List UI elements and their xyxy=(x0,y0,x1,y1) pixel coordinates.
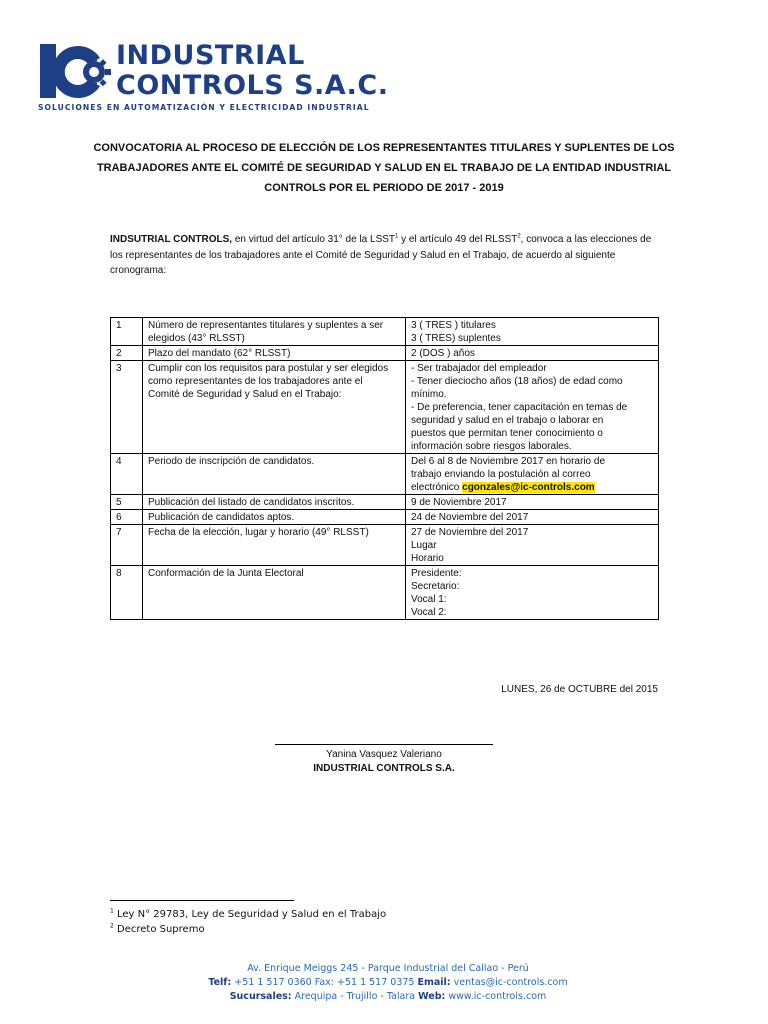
company-tagline: SOLUCIONES EN AUTOMATIZACIÓN Y ELECTRICIDAD INDUSTRIAL xyxy=(38,103,370,112)
schedule-detail-line: - Ser trabajador del empleador xyxy=(411,363,547,374)
schedule-detail-line: 24 de Noviembre del 2017 xyxy=(411,512,529,523)
title-line: CONTROLS POR EL PERIODO DE 2017 - 2019 xyxy=(264,182,504,194)
table-row xyxy=(111,318,659,346)
row-number: 1 xyxy=(111,318,143,346)
schedule-detail-line: 27 de Noviembre del 2017 xyxy=(411,527,529,538)
row-number: 2 xyxy=(111,346,143,361)
intro-text: y el artículo 49 del RLSST xyxy=(398,234,518,245)
footnote xyxy=(110,907,386,922)
table-row xyxy=(111,454,659,495)
footnote-text: Ley N° 29783, Ley de Seguridad y Salud en el Trabajo xyxy=(113,909,387,920)
footnote xyxy=(110,922,386,937)
footer-branch-list: Arequipa - Trujillo - Talara xyxy=(291,991,419,1002)
footer-label: Email: xyxy=(417,977,451,988)
footer-branches xyxy=(140,990,636,1004)
intro-text: , convoca a las elecciones de los representantes de los trabajadores ante el Comité de Seguridad y Salud en el Trabajo, de acuerdo al siguiente cronograma: xyxy=(110,234,652,276)
schedule-item xyxy=(143,495,406,510)
table-row xyxy=(111,495,659,510)
schedule-detail-line: Lugar xyxy=(411,540,437,551)
row-number: 6 xyxy=(111,510,143,525)
schedule-item xyxy=(143,318,406,346)
row-number: 8 xyxy=(111,566,143,620)
schedule-detail-line: trabajo enviando la postulación al correo xyxy=(411,469,591,480)
footer-label: Telf: xyxy=(208,977,232,988)
schedule-item-line: Cumplir con los requisitos para postular y ser elegidos xyxy=(148,363,389,374)
footnote-text: Decreto Supremo xyxy=(113,924,205,935)
schedule-detail-line xyxy=(411,481,654,494)
signature-block xyxy=(264,744,504,776)
title-line: CONVOCATORIA AL PROCESO DE ELECCIÓN DE LOS REPRESENTANTES TITULARES Y SUPLENTES DE LOS xyxy=(93,142,675,154)
schedule-detail xyxy=(406,495,659,510)
schedule-item xyxy=(143,510,406,525)
footnote-ref: 1 xyxy=(395,233,399,240)
schedule-item-line: Comité de Seguridad y Salud en el Trabajo: xyxy=(148,389,342,400)
document-date: LUNES, 26 de OCTUBRE del 2015 xyxy=(501,684,658,695)
footer-address: Av. Enrique Meiggs 245 - Parque Industrial del Callao - Perú xyxy=(247,963,529,974)
schedule-item xyxy=(143,361,406,454)
schedule-item-line: Conformación de la Junta Electoral xyxy=(148,568,304,579)
schedule-detail-line: mínimo. xyxy=(411,389,447,400)
row-number: 3 xyxy=(111,361,143,454)
schedule-detail xyxy=(406,566,659,620)
footer-email: ventas@ic-controls.com xyxy=(450,977,568,988)
gear-ic-logo-icon xyxy=(36,40,114,102)
intro-text: en virtud del artículo 31° de la LSST xyxy=(232,234,396,245)
contact-email-link[interactable]: cgonzales@ic-controls.com xyxy=(462,482,595,493)
row-number: 4 xyxy=(111,454,143,495)
schedule-detail-line: seguridad y salud en el trabajo o laborar en xyxy=(411,415,604,426)
schedule-detail-line: puestos que permitan tener conocimiento o xyxy=(411,428,603,439)
footer-phone: +51 1 517 0360 Fax: +51 1 517 0375 xyxy=(231,977,418,988)
schedule-item-line: Publicación del listado de candidatos inscritos. xyxy=(148,497,355,508)
document-title xyxy=(90,138,678,198)
row-number: 5 xyxy=(111,495,143,510)
row-number: 7 xyxy=(111,525,143,566)
schedule-detail-line: Secretario: xyxy=(411,581,460,592)
schedule-detail xyxy=(406,318,659,346)
page-footer xyxy=(140,962,636,1004)
schedule-item-line: Periodo de inscripción de candidatos. xyxy=(148,456,315,467)
table-row xyxy=(111,346,659,361)
schedule-item-line: Número de representantes titulares y suplentes a ser xyxy=(148,320,384,331)
signer-name: Yanina Vasquez Valeriano xyxy=(326,749,442,760)
schedule-detail xyxy=(406,346,659,361)
schedule-detail xyxy=(406,361,659,454)
footer-label: Web: xyxy=(418,991,446,1002)
schedule-item xyxy=(143,454,406,495)
footer-label: Sucursales: xyxy=(229,991,292,1002)
schedule-detail-line: - Tener dieciocho años (18 años) de edad como xyxy=(411,376,623,387)
schedule-detail-line: información sobre riesgos laborales. xyxy=(411,441,572,452)
schedule-item xyxy=(143,346,406,361)
company-name-line-1: INDUSTRIAL xyxy=(116,40,305,71)
company-name-line-2: CONTROLS S.A.C. xyxy=(116,70,389,101)
schedule-detail-line: Presidente: xyxy=(411,568,462,579)
schedule-detail-line: Horario xyxy=(411,553,444,564)
footnote-mark: 2 xyxy=(110,922,114,930)
footnote-mark: 1 xyxy=(110,907,114,915)
signer-company: INDUSTRIAL CONTROLS S.A. xyxy=(313,763,455,774)
schedule-detail xyxy=(406,454,659,495)
schedule-detail-line: 9 de Noviembre 2017 xyxy=(411,497,507,508)
footnote-ref: 2 xyxy=(517,233,521,240)
schedule-table-body xyxy=(111,318,659,620)
schedule-item-line: como representantes de los trabajadores ante el xyxy=(148,376,363,387)
schedule-detail-line: - De preferencia, tener capacitación en temas de xyxy=(411,402,628,413)
footnote-separator xyxy=(110,900,294,901)
schedule-item-line: Publicación de candidatos aptos. xyxy=(148,512,295,523)
title-line: TRABAJADORES ANTE EL COMITÉ DE SEGURIDAD Y SALUD EN EL TRABAJO DE LA ENTIDAD INDUSTRIAL xyxy=(96,162,672,174)
intro-company: INDSUTRIAL CONTROLS, xyxy=(110,234,233,245)
intro-paragraph xyxy=(110,232,660,279)
footer-contact xyxy=(140,976,636,990)
schedule-item-line: Plazo del mandato (62° RLSST) xyxy=(148,348,291,359)
schedule-item-line: elegidos (43° RLSST) xyxy=(148,333,245,344)
footer-web: www.ic-controls.com xyxy=(445,991,547,1002)
schedule-detail-line: 3 ( TRES) suplentes xyxy=(411,333,501,344)
schedule-detail-line: 3 ( TRES ) titulares xyxy=(411,320,496,331)
table-row xyxy=(111,361,659,454)
schedule-detail-line: Del 6 al 8 de Noviembre 2017 en horario de xyxy=(411,456,606,467)
schedule-detail xyxy=(406,510,659,525)
schedule-item xyxy=(143,566,406,620)
schedule-detail xyxy=(406,525,659,566)
schedule-detail-line: 2 (DOS ) años xyxy=(411,348,475,359)
table-row xyxy=(111,510,659,525)
schedule-detail-line: Vocal 2: xyxy=(411,607,447,618)
schedule-item-line: Fecha de la elección, lugar y horario (49° RLSST) xyxy=(148,527,369,538)
email-prefix: electrónico xyxy=(411,482,463,493)
company-logo xyxy=(36,40,396,116)
schedule-detail-line: Vocal 1: xyxy=(411,594,447,605)
signature-line xyxy=(275,744,493,745)
table-row xyxy=(111,566,659,620)
schedule-item xyxy=(143,525,406,566)
footnotes xyxy=(110,907,386,937)
schedule-table xyxy=(110,317,659,620)
table-row xyxy=(111,525,659,566)
